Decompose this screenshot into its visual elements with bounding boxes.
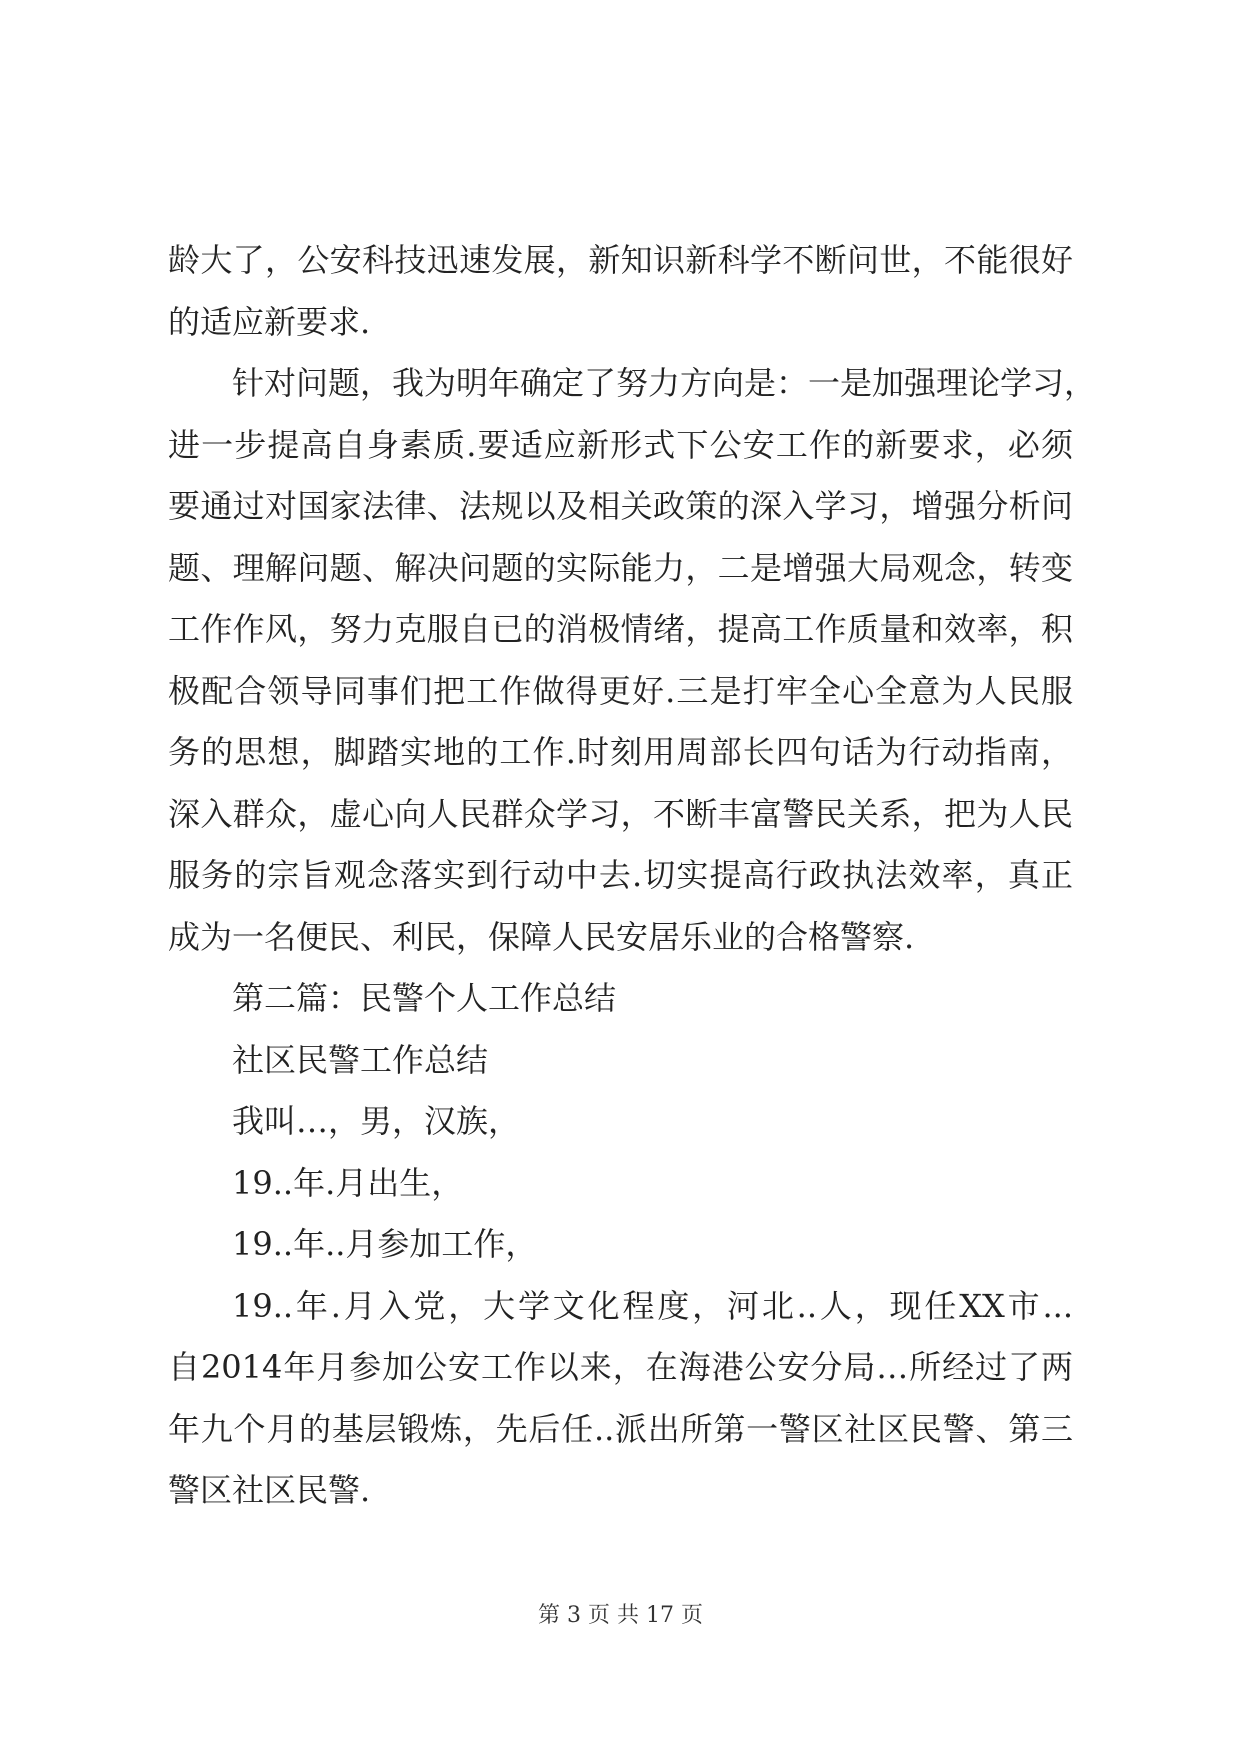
text-line: 19..年.月出生，: [232, 1163, 464, 1202]
text-line: 年九个月的基层锻炼，先后任..派出所第一警区社区民警、第三: [168, 1409, 1073, 1448]
section-subheading: 社区民警工作总结: [232, 1040, 489, 1079]
text-line: 要通过对国家法律、法规以及相关政策的深入学习，增强分析问: [168, 487, 1073, 525]
text-line: 自2014年月参加公安工作以来，在海港公安分局…所经过了两: [168, 1348, 1073, 1386]
text-line: 龄大了，公安科技迅速发展，新知识新科学不断问世，不能很好: [168, 241, 1073, 279]
text-line: 19..年..月参加工作，: [232, 1225, 538, 1263]
text-line: 成为一名便民、利民，保障人民安居乐业的合格警察.: [168, 917, 915, 956]
text-line: 极配合领导同事们把工作做得更好.三是打牢全心全意为人民服: [168, 671, 1073, 710]
text-line: 19..年.月入党，大学文化程度，河北..人，现任XX市...: [232, 1286, 1073, 1325]
text-line: 我叫…，男，汉族，: [232, 1102, 521, 1140]
document-body: [168, 230, 1097, 1522]
text-line: 深入群众，虚心向人民群众学习，不断丰富警民关系，把为人民: [168, 794, 1073, 833]
text-line: 服务的宗旨观念落实到行动中去.切实提高行政执法效率，真正: [168, 856, 1073, 894]
section-heading: 第二篇：民警个人工作总结: [232, 979, 617, 1017]
text-line: 的适应新要求.: [168, 302, 371, 341]
text-line: 务的思想，脚踏实地的工作.时刻用周部长四句话为行动指南，: [168, 733, 1073, 771]
text-line: 题、理解问题、解决问题的实际能力，二是增强大局观念，转变: [168, 548, 1073, 587]
text-line: 针对问题，我为明年确定了努力方向是：一是加强理论学习，: [232, 364, 1097, 402]
text-line: 进一步提高自身素质.要适应新形式下公安工作的新要求，必须: [168, 425, 1073, 464]
page-number-footer: 第 3 页 共 17 页: [538, 1603, 703, 1628]
text-line: 警区社区民警.: [168, 1471, 371, 1509]
text-line: 工作作风，努力克服自已的消极情绪，提高工作质量和效率，积: [168, 610, 1073, 648]
